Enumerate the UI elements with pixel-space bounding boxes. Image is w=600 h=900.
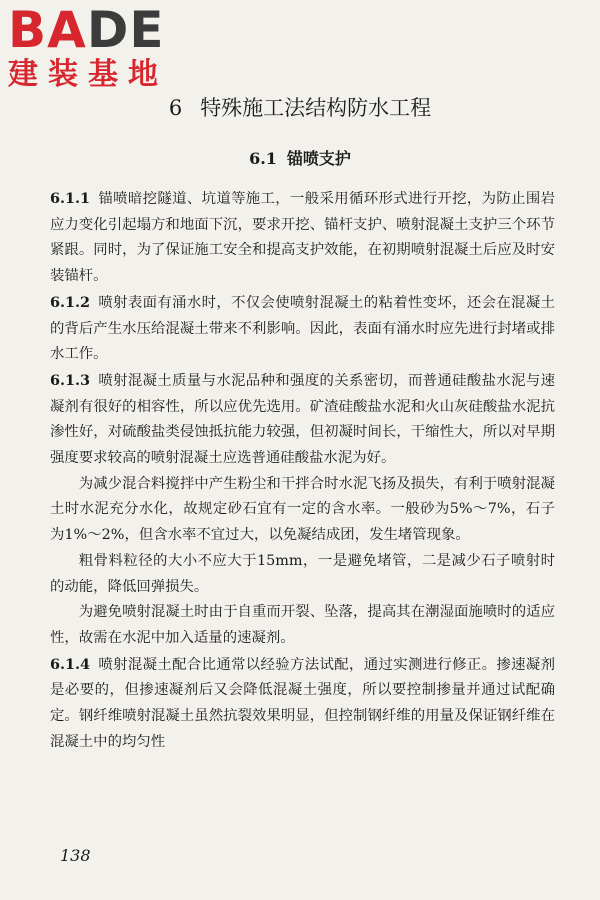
- chapter-number: 6: [168, 96, 183, 120]
- logo-subtitle: 建装基地: [8, 57, 168, 92]
- section-number: 6.1: [249, 149, 277, 168]
- body-paragraph: [50, 472, 555, 549]
- body-text: [50, 186, 555, 755]
- clause-number: 6.1.1: [50, 190, 91, 207]
- body-paragraph: [50, 600, 555, 651]
- paragraph-text: 为避免喷射混凝土时由于自重而开裂、坠落，提高其在潮湿面施喷时的适应性，故需在水泥中加入适量的速凝剂。: [50, 604, 555, 646]
- clause-paragraph: [50, 652, 555, 756]
- clause-number: 6.1.3: [50, 371, 91, 389]
- body-paragraph: [50, 549, 555, 600]
- clause-number: 6.1.4: [50, 655, 91, 673]
- clause-paragraph: [50, 368, 555, 472]
- paragraph-text: 粗骨料粒径的大小不应大于15mm，一是避免堵管，二是减少石子喷射时的动能，降低回弹损失。: [50, 552, 555, 595]
- paragraph-text: 喷射混凝土质量与水泥品种和强度的关系密切，而普通硅酸盐水泥与速凝剂有很好的相容性，所以应优先选用。矿渣硅酸盐水泥和火山灰硅酸盐水泥抗渗性好，对硫酸盐类侵蚀抵抗能力较强，但初凝时间长，干缩性大，所以对早期强度要求较高的喷射混凝土应选普通硅酸盐水泥为好。: [50, 372, 555, 467]
- section-title: [0, 148, 600, 170]
- clause-number: 6.1.2: [50, 293, 91, 311]
- page-number: 138: [60, 846, 91, 865]
- chapter-title-text: 特殊施工法结构防水工程: [200, 96, 432, 120]
- chapter-title: [0, 94, 600, 122]
- paragraph-text: 锚喷暗挖隧道、坑道等施工，一般采用循环形式进行开挖，为防止围岩应力变化引起塌方和地面下沉，要求开挖、锚杆支护、喷射混凝土支护三个环节紧跟。同时，为了保证施工安全和提高支护效能，在初期喷射混凝土后应及时安装锚杆。: [50, 191, 555, 285]
- paragraph-text: 喷射表面有涌水时，不仅会使喷射混凝土的粘着性变坏，还会在混凝土的背后产生水压给混凝土带来不利影响。因此，表面有涌水时应先进行封堵或排水工作。: [50, 294, 555, 363]
- logo-brand-accent: BA: [8, 1, 87, 59]
- bade-logo: [8, 1, 168, 92]
- logo-brand-rest: DE: [86, 1, 165, 59]
- section-title-text: 锚喷支护: [286, 149, 351, 168]
- logo-brand-text: [8, 1, 168, 59]
- clause-paragraph: [50, 186, 555, 290]
- clause-paragraph: [50, 290, 555, 368]
- paragraph-text: 喷射混凝土配合比通常以经验方法试配，通过实测进行修正。掺速凝剂是必要的，但掺速凝剂后又会降低混凝土强度，所以要控制掺量并通过试配确定。钢纤维喷射混凝土虽然抗裂效果明显，但控制钢纤维的用量及保证钢纤维在混凝土中的均匀性: [50, 656, 555, 750]
- paragraph-text: 为减少混合料搅拌中产生粉尘和干拌合时水泥飞扬及损失，有利于喷射混凝土时水泥充分水化，故规定砂石宜有一定的含水率。一般砂为5%～7%，石子为1%～2%，但含水率不宜过大，以免凝结成团，发生堵管现象。: [50, 475, 555, 544]
